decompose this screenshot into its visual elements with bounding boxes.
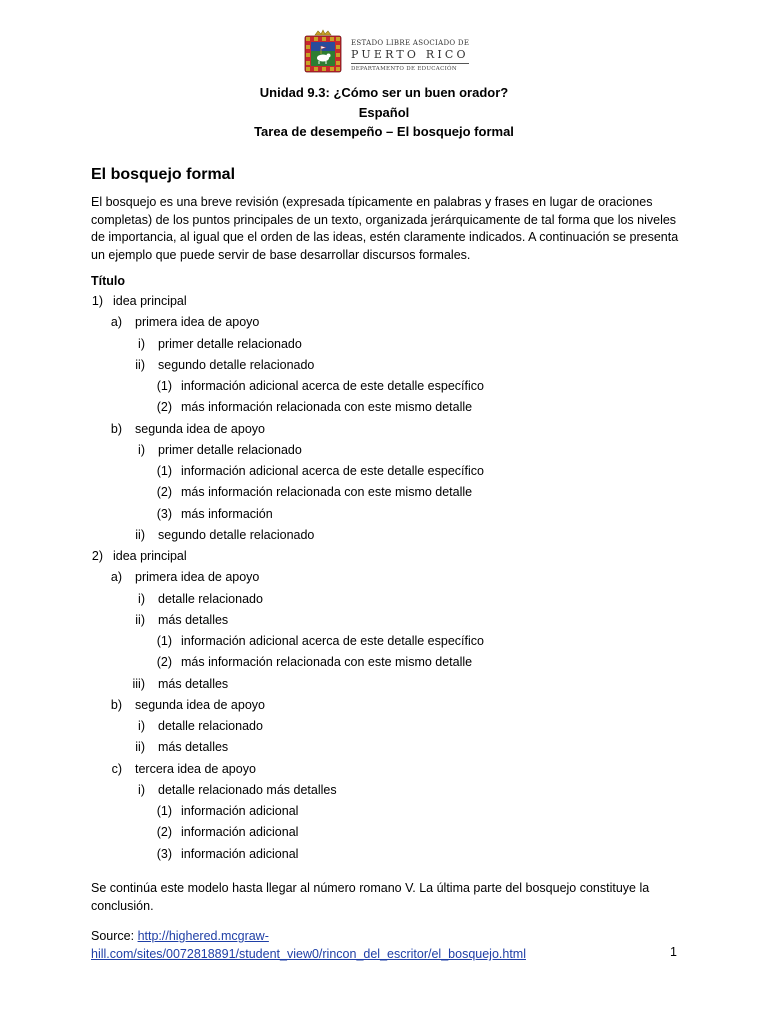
outline-item-text: información adicional	[181, 846, 299, 861]
intro-paragraph: El bosquejo es una breve revisión (expresada típicamente en palabras y frases en lugar de oraciones completas) de los puntos principales de un texto, organizada jerárquicamente de tal forma que los niveles de importancia, al igual que el orden de las ideas, estén claramente indicados. A continuación se presenta un ejemplo que puede servir de base desarrollar discursos formales.	[91, 195, 679, 262]
outline-item	[91, 632, 691, 650]
outline-item-number: a)	[110, 315, 122, 330]
letterhead-line3: DEPARTAMENTO DE EDUCACIÓN	[351, 66, 457, 72]
outline-item-number: (2)	[156, 655, 172, 670]
outline-item-number: i)	[138, 442, 145, 457]
outline-item-number: b)	[110, 697, 122, 712]
outline-item	[91, 653, 691, 671]
outline-item-text: segunda idea de apoyo	[135, 421, 265, 436]
outline-item-text: segundo detalle relacionado	[158, 357, 315, 372]
outline-item-text: información adicional acerca de este detalle específico	[181, 464, 484, 478]
outline-item-text: más detalles	[158, 676, 229, 691]
outline-item	[91, 377, 691, 395]
outline-item-text: información adicional acerca de este detalle específico	[181, 634, 484, 648]
outline-item	[91, 611, 691, 629]
outline-item	[91, 547, 691, 565]
source-label: Source:	[91, 929, 138, 943]
subject-title: Español	[358, 104, 410, 120]
page-number: 1	[670, 945, 677, 959]
outline-item-number: ii)	[135, 740, 145, 755]
outline-item-text: más detalles	[158, 740, 229, 755]
outline-item-text: detalle relacionado más detalles	[158, 782, 337, 797]
title-block	[0, 83, 768, 142]
letterhead	[300, 29, 472, 75]
puerto-rico-seal-icon	[300, 29, 346, 75]
outline-item	[91, 568, 691, 586]
outline-item-text: primer detalle relacionado	[158, 336, 302, 351]
outline-item	[91, 802, 691, 820]
outline-item-number: iii)	[132, 676, 145, 691]
outline-item-text: idea principal	[113, 294, 187, 308]
closing-paragraph: Se continúa este modelo hasta llegar al número romano V. La última parte del bosquejo constituye la conclusión.	[91, 881, 650, 913]
outline-item-text: más información relacionada con este mismo detalle	[181, 655, 473, 670]
outline-item	[91, 823, 691, 841]
outline-item-text: información adicional	[181, 804, 299, 818]
outline-item-number: i)	[138, 782, 145, 797]
outline-item-text: más información relacionada con este mismo detalle	[181, 485, 473, 500]
outline-item-text: más información	[181, 506, 273, 521]
outline-item-text: segunda idea de apoyo	[135, 697, 265, 712]
outline-item-number: b)	[110, 421, 122, 436]
outline-item	[91, 717, 691, 735]
outline-item-number: i)	[138, 591, 145, 606]
outline-item	[91, 845, 691, 863]
letterhead-line1: ESTADO LIBRE ASOCIADO DE	[351, 39, 470, 47]
outline-item-text: primera idea de apoyo	[135, 570, 260, 585]
outline-item	[91, 420, 691, 438]
outline-item-number: (1)	[156, 804, 172, 818]
outline-item-number: c)	[111, 761, 122, 776]
outline-item-text: detalle relacionado	[158, 591, 263, 606]
outline-item-text: idea principal	[113, 549, 187, 563]
outline-item-text: información adicional acerca de este detalle específico	[181, 379, 484, 393]
outline-item-text: más detalles	[158, 612, 229, 627]
outline-item-number: (1)	[156, 464, 172, 478]
outline-item	[91, 526, 691, 544]
outline-item-text: primer detalle relacionado	[158, 442, 302, 457]
outline-item	[91, 760, 691, 778]
outline-item	[91, 738, 691, 756]
outline-item-number: i)	[138, 336, 145, 351]
source-link-line1: http://highered.mcgraw-	[137, 929, 269, 943]
outline-item-text: tercera idea de apoyo	[135, 761, 256, 776]
outline-item	[91, 483, 691, 501]
outline-item	[91, 462, 691, 480]
outline-title: Título	[91, 274, 126, 288]
unit-title: Unidad 9.3: ¿Cómo ser un buen orador?	[259, 85, 509, 100]
outline-item-text: primera idea de apoyo	[135, 315, 260, 330]
outline-item-text: información adicional	[181, 825, 299, 840]
outline-item	[91, 505, 691, 523]
outline-item-number: (2)	[156, 825, 172, 840]
letterhead-divider	[351, 63, 469, 64]
letterhead-text	[351, 39, 472, 72]
source-link[interactable]	[91, 929, 526, 961]
outline-item	[91, 292, 691, 310]
outline-item	[91, 335, 691, 353]
outline-item	[91, 590, 691, 608]
outline-item	[91, 675, 691, 693]
outline-item	[91, 356, 691, 374]
outline-item-number: ii)	[135, 527, 145, 542]
outline-item	[91, 398, 691, 416]
outline-item	[91, 696, 691, 714]
outline-item-text: detalle relacionado	[158, 719, 263, 733]
outline-item	[91, 313, 691, 331]
outline-item	[91, 441, 691, 459]
outline-item-number: ii)	[135, 612, 145, 627]
source-link-line2: hill.com/sites/0072818891/student_view0/rincon_del_escritor/el_bosquejo.html	[91, 947, 526, 961]
section-heading: El bosquejo formal	[91, 166, 236, 183]
task-title: Tarea de desempeño – El bosquejo formal	[254, 124, 514, 139]
outline-item-number: (1)	[156, 379, 172, 393]
outline-item-number: 1)	[91, 294, 103, 308]
outline-item-number: 2)	[91, 549, 103, 563]
outline-item-number: (3)	[156, 846, 172, 861]
outline-item-text: segundo detalle relacionado	[158, 527, 315, 542]
source-citation	[91, 927, 651, 963]
outline-item-number: i)	[138, 719, 145, 733]
outline-item-number: (1)	[156, 634, 172, 648]
outline-item-number: (3)	[156, 506, 172, 521]
outline-item-number: (2)	[156, 400, 172, 415]
outline-item	[91, 781, 691, 799]
letterhead-line2: PUERTO RICO	[351, 48, 469, 61]
outline-item-number: ii)	[135, 357, 145, 372]
outline-item-number: (2)	[156, 485, 172, 500]
outline-item-number: a)	[110, 570, 122, 585]
outline-item-text: más información relacionada con este mismo detalle	[181, 400, 473, 415]
